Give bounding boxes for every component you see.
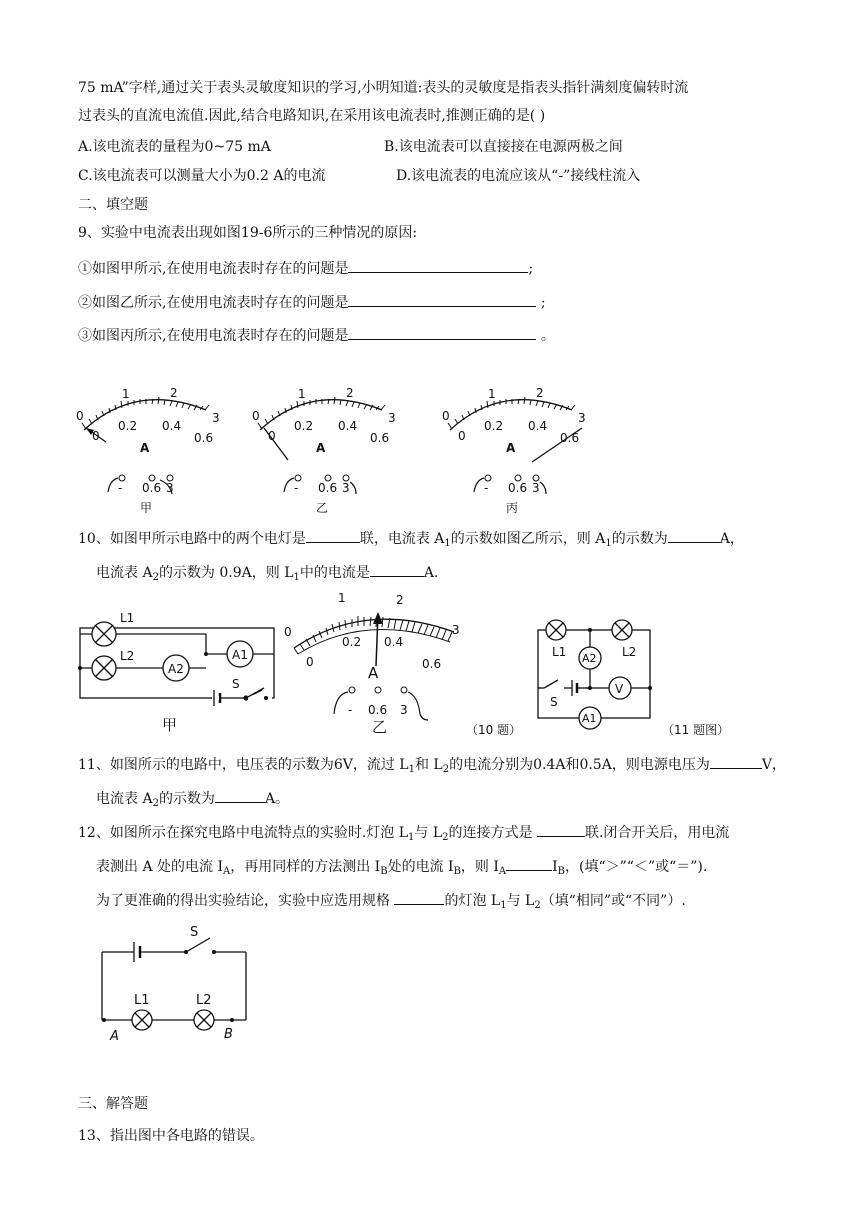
q9-item-3-end: 。: [540, 328, 555, 344]
q11-text: 的电流分别为0.4A和0.5A，则电源电压为: [449, 757, 710, 773]
dial-tick-label: 0.2: [484, 419, 504, 433]
q8-option-c: C.该电流表可以测量大小为0.2 A的电流: [78, 168, 326, 184]
dial-tick-label: 0.6: [194, 431, 214, 445]
q11-text: 电流表 A: [96, 791, 153, 807]
dial-tick-label: 1: [298, 387, 306, 401]
dial-tick-label: 2: [346, 386, 354, 400]
point-a-label: A: [110, 1029, 119, 1044]
section-answer-title: 三、解答题: [78, 1096, 148, 1112]
dial-unit: A: [368, 664, 379, 682]
dial-tick-label: 0: [284, 625, 292, 639]
q11-text: V，: [761, 757, 786, 773]
q9-item-1: [78, 258, 533, 279]
subscript: 2: [534, 900, 541, 911]
terminal-label: 3: [400, 703, 408, 717]
subscript: B: [453, 866, 461, 877]
terminal-label: -: [348, 703, 353, 717]
q9-answer-blank-1[interactable]: [348, 258, 528, 273]
q12-text: 12、如图所示在探究电路中电流特点的实验时.灯泡 L: [78, 825, 409, 841]
q12-text: 联.闭合开关后，用电流: [584, 825, 730, 841]
lamp-l2-label: L2: [196, 993, 212, 1008]
q10-text: 的示数如图乙所示，则 A: [450, 531, 606, 547]
terminal-label: 0.6: [318, 481, 338, 495]
dial-unit: A: [140, 441, 150, 455]
switch-label: S: [232, 677, 240, 691]
dial-tick-label: 2: [396, 593, 404, 607]
terminal-label: -: [294, 481, 299, 495]
q11-figure-label: （11 题图）: [662, 723, 730, 737]
q10-line1: [78, 528, 744, 549]
subscript: 2: [442, 832, 449, 843]
q12-text: （填“相同”或“不同”）.: [540, 893, 686, 909]
ammeter-dial-yi-labels: [284, 591, 521, 737]
q10-blank-connection[interactable]: [306, 528, 360, 543]
voltmeter-label: V: [615, 682, 624, 696]
q12-blank-connection[interactable]: [537, 822, 585, 837]
q8-option-d: D.该电流表的电流应该从“-”接线柱流入: [396, 168, 641, 184]
q12-text: 表测出 A 处的电流 I: [96, 859, 223, 875]
q12-text: 与 L: [414, 825, 443, 841]
q12-text: ，(填“＞”“＜”或“＝”).: [565, 859, 708, 875]
q11-text: 和 L: [414, 757, 443, 773]
dial-caption: 甲: [140, 501, 153, 515]
subscript: 1: [408, 764, 415, 775]
subscript: 2: [152, 798, 159, 809]
lamp-l1-label: L1: [120, 611, 135, 625]
q12-text: 的灯泡 L: [444, 893, 501, 909]
q12-line2: [96, 856, 707, 877]
point-b-label: B: [224, 1027, 233, 1042]
q8-line2: 过表头的直流电流值.因此,结合电路知识,在采用该电流表时,推测正确的是( ): [78, 108, 546, 124]
dial-tick-label: 0: [252, 409, 260, 423]
subscript: 1: [500, 900, 507, 911]
q9-ammeter-figures: [66, 380, 606, 520]
subscript: 1: [605, 538, 612, 549]
dial-tick-label: 0.6: [560, 431, 580, 445]
q12-text: ，再用同样的方法测出 I: [230, 859, 381, 875]
terminal-label: 0.6: [508, 481, 528, 495]
q11-blank-voltage[interactable]: [710, 754, 762, 769]
subscript: 1: [444, 538, 451, 549]
q8-option-b: B.该电流表可以直接接在电源两极之间: [384, 139, 623, 155]
q12-text: 与 L: [506, 893, 535, 909]
lamp-l1-label: L1: [134, 993, 150, 1008]
dial-tick-label: 2: [536, 386, 544, 400]
terminal-label: 3: [532, 481, 540, 495]
dial-tick-label: 1: [338, 591, 346, 605]
subscript: 2: [442, 764, 450, 775]
q12-text: 为了更准确的得出实验结论，实验中应选用规格: [96, 893, 390, 909]
dial-caption: 丙: [506, 501, 519, 515]
q12-line1: [78, 822, 729, 843]
terminal-label: 3: [166, 481, 174, 495]
dial-tick-label: 0.2: [294, 419, 314, 433]
dial-caption: 乙: [316, 501, 329, 515]
q9-answer-blank-2[interactable]: [348, 292, 536, 307]
ammeter-a1-label: A1: [232, 648, 248, 662]
q10-text: 电流表 A: [96, 565, 153, 581]
figure-caption-jia: 甲: [162, 716, 178, 734]
q10-q11-figures: [66, 590, 786, 740]
terminal-label: 3: [342, 481, 350, 495]
dial-tick-label: 1: [488, 387, 496, 401]
dial-unit: A: [506, 441, 516, 455]
q9-item-1-text: ①如图甲所示,在使用电流表时存在的问题是: [78, 261, 349, 277]
dial-tick-label: 1: [122, 387, 130, 401]
lamp-l2-label: L2: [622, 645, 637, 659]
subscript: A: [223, 866, 231, 877]
q9-answer-blank-3[interactable]: [348, 325, 536, 340]
dial-tick-label: 0.4: [384, 635, 404, 649]
q9-item-3-text: ③如图丙所示,在使用电流表时存在的问题是: [78, 328, 349, 344]
q10-text: 10、如图甲所示电路中的两个电灯是: [78, 531, 306, 547]
q9-item-2: [78, 292, 546, 313]
dial-tick-label: 0: [306, 655, 314, 669]
q11-blank-a2[interactable]: [215, 788, 265, 803]
ammeter-a2-label: A2: [582, 652, 597, 665]
q11-line2: [96, 788, 289, 809]
dial-tick-label: 0: [268, 429, 276, 443]
q8-option-a: A.该电流表的量程为0~75 mA: [78, 139, 271, 155]
q9-item-2-end: ;: [540, 295, 546, 311]
dial-tick-label: 3: [452, 623, 460, 637]
q12-blank-spec[interactable]: [394, 890, 444, 905]
dial-tick-label: 0: [458, 429, 466, 443]
terminal-label: -: [484, 481, 489, 495]
q12-circuit-figure: [90, 918, 270, 1048]
dial-tick-label: 0.2: [118, 419, 138, 433]
section-fill-in-title: 二、填空题: [78, 197, 148, 213]
q10-text: 的示数为: [611, 531, 668, 547]
dial-tick-label: 0.6: [370, 431, 390, 445]
q9-item-1-end: ;: [528, 261, 534, 277]
q12-text: I: [552, 859, 558, 875]
q13-text: 13、指出图中各电路的错误。: [78, 1128, 264, 1144]
q11-text: A。: [264, 791, 290, 807]
ammeter-a2-label: A2: [168, 662, 184, 676]
terminal-label: 0.6: [368, 703, 388, 717]
dial-tick-label: 0.4: [338, 419, 358, 433]
q11-text: 11、如图所示的电路中，电压表的示数为6V，流过 L: [78, 757, 409, 773]
q10-text: 的示数为 0.9A，则 L: [158, 565, 294, 581]
q10-text: 中的电流是: [299, 565, 370, 581]
subscript: B: [557, 866, 566, 877]
subscript: 1: [293, 572, 300, 583]
terminal-label: -: [118, 481, 123, 495]
q12-line3: [96, 890, 686, 911]
dial-tick-label: 3: [578, 411, 586, 425]
q11-line1: [78, 754, 786, 775]
dial-scale-labels: [76, 386, 586, 515]
subscript: 2: [152, 572, 159, 583]
dial-tick-label: 3: [388, 411, 396, 425]
q9-stem: 9、实验中电流表出现如图19-6所示的三种情况的原因:: [78, 225, 418, 241]
terminal-label: 0.6: [142, 481, 162, 495]
q10-text: A．: [423, 565, 449, 581]
q10-text: A，: [719, 531, 744, 547]
dial-tick-label: 0: [442, 409, 450, 423]
lamp-l2-label: L2: [120, 649, 135, 663]
subscript: B: [380, 866, 388, 877]
q12-text: ，则 I: [460, 859, 499, 875]
dial-tick-label: 0: [92, 429, 100, 443]
subscript: 1: [408, 832, 415, 843]
q10-blank-a1[interactable]: [668, 528, 720, 543]
dial-tick-label: 3: [212, 411, 220, 425]
q10-line2: [96, 562, 448, 583]
dial-tick-label: 0: [76, 409, 84, 423]
subscript: A: [498, 866, 507, 877]
q12-blank-compare[interactable]: [506, 856, 552, 871]
dial-tick-label: 2: [170, 386, 178, 400]
ammeter-a1-label: A1: [582, 712, 597, 725]
q11-text: 的示数为: [158, 791, 215, 807]
q9-item-3: [78, 325, 555, 346]
dial-unit: A: [316, 441, 326, 455]
q10-blank-l1-current[interactable]: [370, 562, 424, 577]
q9-item-2-text: ②如图乙所示,在使用电流表时存在的问题是: [78, 295, 349, 311]
dial-tick-label: 0.2: [342, 635, 362, 649]
q10-figure-label: （10 题）: [466, 723, 522, 737]
q10-text: 联，电流表 A: [359, 531, 445, 547]
dial-tick-label: 0.4: [162, 419, 182, 433]
lamp-l1-label: L1: [552, 645, 567, 659]
q12-text: 处的电流 I: [387, 859, 454, 875]
figure-caption-yi: 乙: [372, 718, 388, 736]
dial-tick-label: 0.6: [422, 657, 442, 671]
switch-label: S: [550, 695, 558, 709]
q8-line1: 75 mA”字样,通过关于表头灵敏度知识的学习,小明知道:表头的灵敏度是指表头指针满刻度偏转时流: [78, 80, 689, 96]
switch-label: S: [190, 925, 199, 940]
dial-tick-label: 0.4: [528, 419, 548, 433]
q12-text: 的连接方式是: [448, 825, 533, 841]
